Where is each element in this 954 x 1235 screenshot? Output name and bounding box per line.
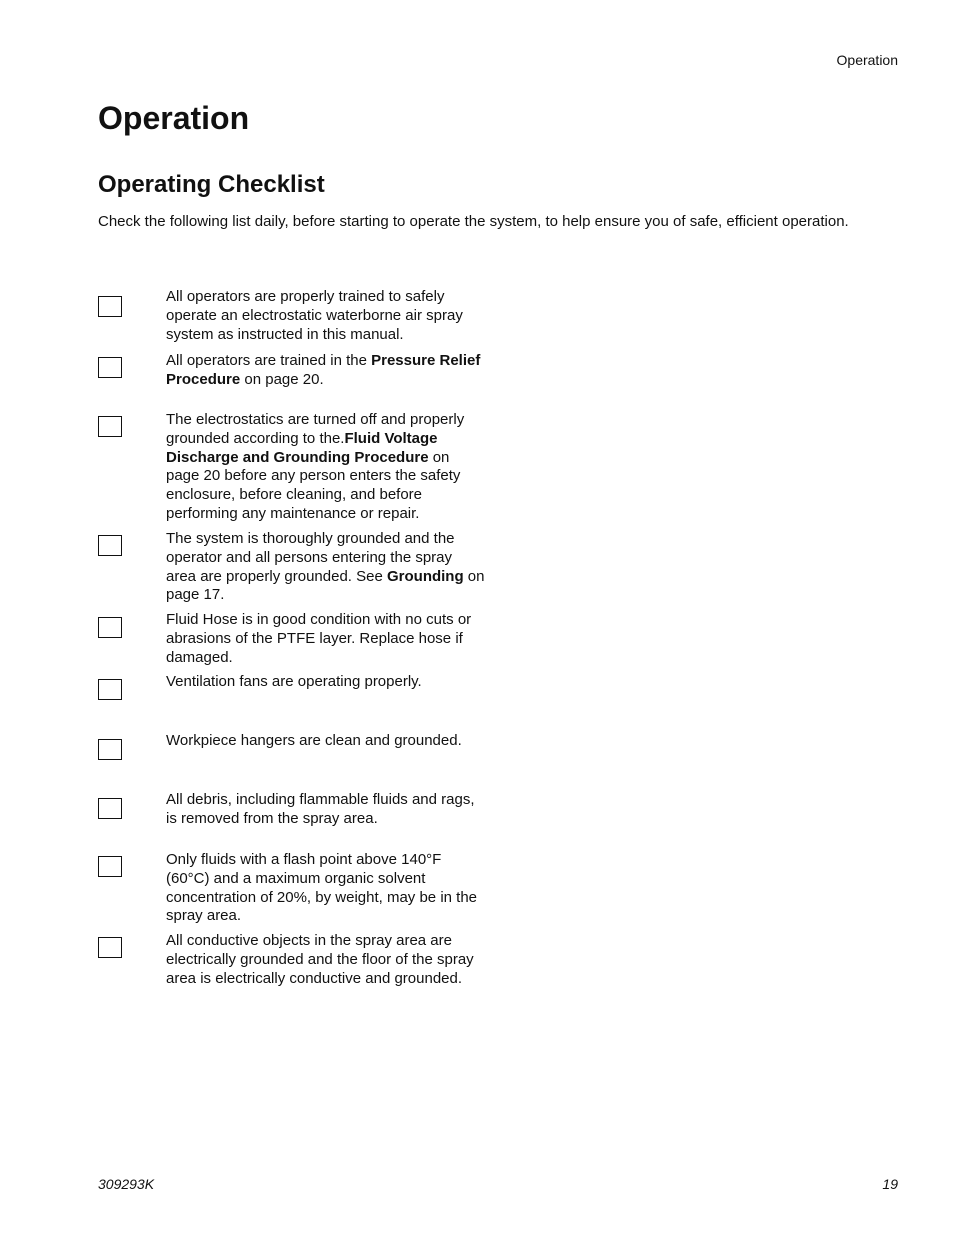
bold-reference: Grounding [386,567,464,585]
checkbox[interactable] [98,416,122,437]
text-run: All conductive objects in the spray area are electrically grounded and the floor of the spray area is electrically conductive and grounded. [166,932,474,987]
text-run: All debris, including flammable fluids and rags, is removed from the spray area. [166,791,475,827]
page-title: Operation [98,100,250,136]
checklist-item-text [166,791,486,829]
text-run: Fluid Hose is in good condition with no cuts or abrasions of the PTFE layer. Replace hose if damaged. [166,611,472,666]
text-run: The system is thoroughly grounded and the operator and all persons entering the spray area are properly grounded. See [166,530,455,585]
bold-reference: Fluid Voltage Discharge and Grounding Procedure [166,429,438,466]
checkbox[interactable] [98,296,122,317]
checkbox[interactable] [98,535,122,556]
bold-reference: Pressure Relief Procedure [166,352,481,388]
text-run: on page 20 before any person enters the safety enclosure, before cleaning, and before performing any maintenance or repair. [166,448,461,522]
text-run: The electrostatics are turned off and properly grounded according to the. [166,411,465,447]
text-run: All operators are trained in the [166,352,372,369]
footer-page-number: 19 [882,1176,898,1192]
checkbox[interactable] [98,617,122,638]
footer-doc-number: 309293K [98,1176,155,1192]
checklist-item-text [166,411,486,524]
checklist-item-text [166,530,486,605]
text-run: Ventilation fans are operating properly. [166,673,422,690]
checkbox[interactable] [98,856,122,877]
text-run: on page 20. [240,370,324,388]
checklist-item-text [166,611,486,667]
text-run: on page 17. [166,567,485,604]
text-run: All operators are properly trained to safely operate an electrostatic waterborne air spray system as instructed in this manual. [166,288,463,343]
checkbox[interactable] [98,798,122,819]
running-head: Operation [836,52,898,68]
checklist-item-text [166,732,486,751]
checkbox[interactable] [98,357,122,378]
checklist-item-text [166,673,486,692]
section-title: Operating Checklist [98,171,325,198]
intro-text: Check the following list daily, before starting to operate the system, to help ensure you of safe, efficient operation. [98,213,849,230]
checklist-item-text [166,288,486,344]
checklist-item-text [166,932,486,988]
checklist-item-text [166,352,486,390]
text-run: Only fluids with a flash point above 140°F (60°C) and a maximum organic solvent concentration of 20%, by weight, may be in the spray area. [166,851,478,925]
checkbox[interactable] [98,739,122,760]
checkbox[interactable] [98,937,122,958]
checklist-item-text [166,851,486,926]
checkbox[interactable] [98,679,122,700]
text-run: Workpiece hangers are clean and grounded. [166,732,462,749]
